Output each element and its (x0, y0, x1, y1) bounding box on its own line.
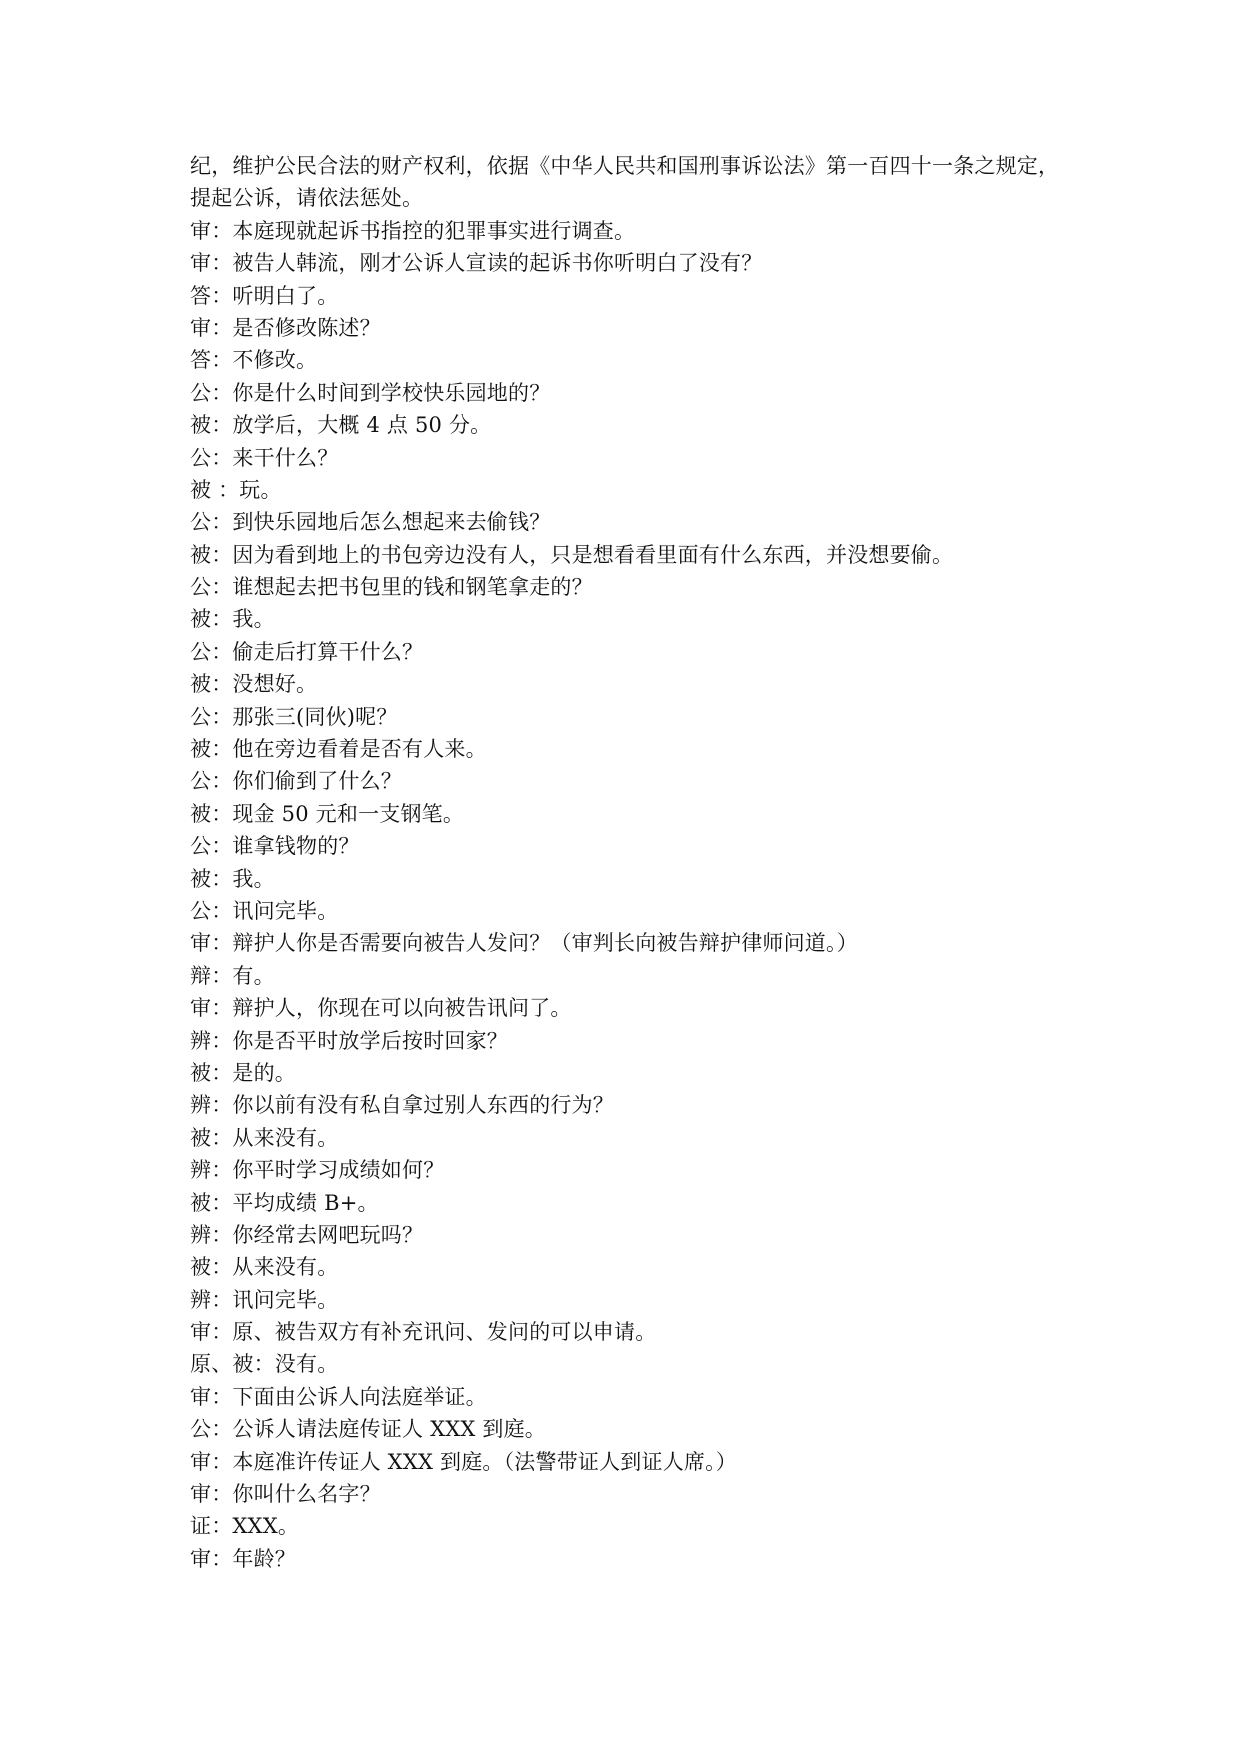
text-line: 被：平均成绩 B+。 (190, 1190, 379, 1215)
text-line: 辨：你平时学习成绩如何？ (190, 1158, 445, 1183)
text-line: 答：听明白了。 (190, 283, 339, 308)
text-line: 被：我。 (190, 866, 275, 891)
text-line: 纪，维护公民合法的财产权利，依据《中华人民共和国刑事诉讼法》第一百四十一条之规定， (190, 154, 1060, 178)
text-line: 提起公诉，请依法惩处。 (190, 186, 424, 211)
text-line: 公：来干什么？ (190, 445, 339, 470)
text-line: 被 ：玩。 (190, 477, 282, 502)
text-line: 证：XXX。 (190, 1514, 300, 1539)
transcript-text (190, 150, 1090, 1575)
text-line: 被：他在旁边看着是否有人来。 (190, 737, 487, 762)
text-line: 审：本庭现就起诉书指控的犯罪事实进行调查。 (190, 218, 636, 243)
text-line: 被：是的。 (190, 1060, 296, 1085)
text-line: 公：你是什么时间到学校快乐园地的？ (190, 380, 551, 405)
text-line: 原、被：没有。 (190, 1352, 339, 1377)
text-line: 审：辩护人，你现在可以向被告讯问了。 (190, 996, 572, 1021)
text-line: 被：因为看到地上的书包旁边没有人，只是想看看里面有什么东西，并没想要偷。 (190, 542, 954, 567)
text-line: 辨：你以前有没有私自拿过别人东西的行为？ (190, 1093, 614, 1118)
text-line: 审：是否修改陈述？ (190, 315, 381, 340)
text-line: 审：下面由公诉人向法庭举证。 (190, 1384, 487, 1409)
text-line: 审：被告人韩流，刚才公诉人宣读的起诉书你听明白了没有？ (190, 251, 763, 276)
text-line: 辨：你经常去网吧玩吗？ (190, 1222, 424, 1247)
text-line: 公：到快乐园地后怎么想起来去偷钱？ (190, 510, 551, 535)
text-line: 答：不修改。 (190, 348, 318, 373)
text-line: 被：现金 50 元和一支钢笔。 (190, 801, 465, 826)
text-line: 公：谁想起去把书包里的钱和钢笔拿走的？ (190, 575, 593, 600)
text-line: 公：偷走后打算干什么？ (190, 639, 424, 664)
text-line: 辩：有。 (190, 963, 275, 988)
text-line: 公：谁拿钱物的？ (190, 834, 360, 859)
text-line: 被：从来没有。 (190, 1125, 339, 1150)
text-line: 审：原、被告双方有补充讯问、发问的可以申请。 (190, 1320, 657, 1345)
text-line: 公：讯问完毕。 (190, 898, 339, 923)
text-line: 审：年龄？ (190, 1546, 296, 1571)
text-line: 公：那张三(同伙)呢？ (190, 704, 398, 729)
text-line: 公：公诉人请法庭传证人 XXX 到庭。 (190, 1417, 546, 1442)
text-line: 被：没想好。 (190, 672, 318, 697)
text-line: 审：你叫什么名字？ (190, 1482, 381, 1507)
text-line: 被：从来没有。 (190, 1255, 339, 1280)
text-line: 被：放学后，大概 4 点 50 分。 (190, 413, 492, 438)
text-line: 公：你们偷到了什么？ (190, 769, 402, 794)
text-line: 辨：你是否平时放学后按时回家？ (190, 1028, 508, 1053)
text-line: 审：本庭准许传证人 XXX 到庭。（法警带证人到证人席。） (190, 1449, 737, 1474)
text-line: 被：我。 (190, 607, 275, 632)
text-line: 审：辩护人你是否需要向被告人发问？（审判长向被告辩护律师问道。） (190, 931, 858, 956)
text-line: 辨：讯问完毕。 (190, 1287, 339, 1312)
